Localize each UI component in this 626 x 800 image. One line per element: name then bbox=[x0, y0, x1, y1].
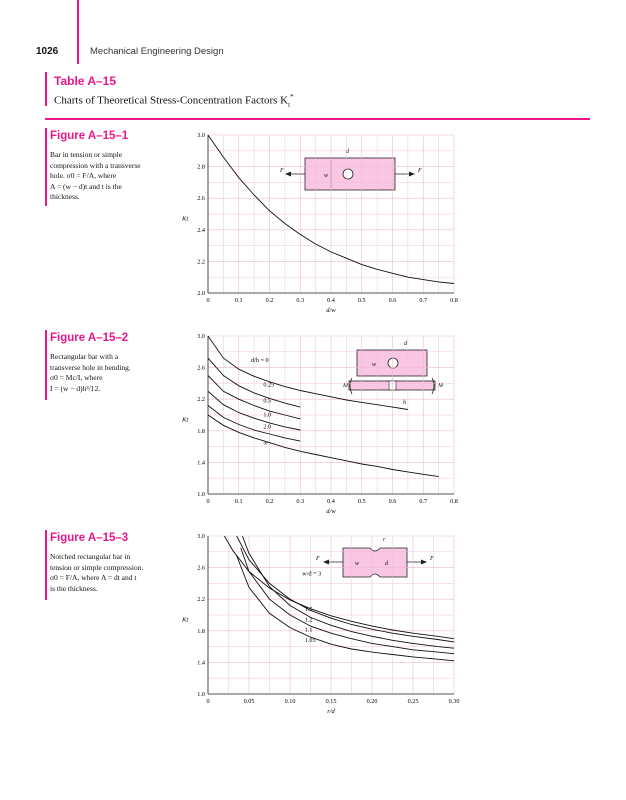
y-axis-label: Kt bbox=[182, 616, 189, 624]
x-tick-label: 0.6 bbox=[388, 297, 397, 304]
fig2-label-M-right: M bbox=[438, 383, 443, 389]
fig2-desc-line: transverse hole in bending. bbox=[50, 362, 131, 372]
x-tick-label: 0 bbox=[206, 498, 210, 505]
x-tick-label: 0.4 bbox=[327, 498, 335, 505]
fig3-desc-line: is the thickness. bbox=[50, 583, 98, 593]
fig3-label-d: d bbox=[385, 561, 388, 567]
series-label: w/d = 3 bbox=[302, 570, 322, 578]
x-axis-label: d/w bbox=[326, 508, 336, 515]
fig2-desc-line: σ0 = Mc/I, where bbox=[50, 373, 103, 382]
fig3-desc-line: σ0 = F/A, where A = dt and t bbox=[50, 573, 137, 582]
fig2-diagram bbox=[342, 341, 444, 406]
y-tick-label: 3.0 bbox=[197, 132, 205, 139]
fig3-label-F-right: F bbox=[430, 556, 434, 562]
x-tick-label: 0.1 bbox=[234, 297, 243, 304]
x-tick-label: 0.30 bbox=[448, 698, 460, 705]
y-tick-label: 2.0 bbox=[197, 290, 205, 297]
y-tick-label: 3.0 bbox=[197, 533, 205, 540]
fig2-label-d: d bbox=[404, 341, 407, 347]
book-title: Mechanical Engineering Design bbox=[90, 46, 224, 57]
y-tick-label: 2.2 bbox=[197, 596, 205, 604]
series-label: 1.05 bbox=[304, 636, 316, 644]
fig2-label-h: h bbox=[403, 400, 406, 406]
x-tick-label: 0.2 bbox=[265, 297, 274, 304]
x-axis-label: r/d bbox=[327, 708, 335, 715]
series-label: 0.5 bbox=[263, 397, 272, 405]
x-tick-label: 0.7 bbox=[419, 498, 428, 505]
table-title-sup: * bbox=[290, 93, 294, 101]
y-tick-label: 1.4 bbox=[197, 459, 205, 467]
x-tick-label: 0.3 bbox=[296, 498, 305, 505]
fig3-desc-line: Notched rectangular bar in bbox=[50, 552, 131, 561]
series-label: 1.5 bbox=[304, 606, 313, 614]
x-tick-label: 0.5 bbox=[357, 297, 366, 304]
fig3-desc-line: tension or simple compression. bbox=[50, 562, 144, 572]
fig2-desc-line: Rectangular bar with a bbox=[50, 352, 119, 361]
fig1-label-w: w bbox=[324, 173, 329, 179]
fig3-arrowhead-left bbox=[323, 560, 329, 565]
y-tick-label: 2.6 bbox=[197, 564, 205, 572]
series-line bbox=[224, 536, 454, 639]
fig2-hole bbox=[388, 358, 398, 368]
fig1-arrowhead-right bbox=[409, 172, 415, 177]
fig2-label-w: w bbox=[372, 362, 377, 368]
x-tick-label: 0.6 bbox=[388, 498, 397, 505]
x-tick-label: 0.15 bbox=[325, 698, 337, 705]
y-tick-label: 1.8 bbox=[197, 427, 205, 435]
table-title-text: Charts of Theoretical Stress-Concentration Factors K bbox=[54, 94, 289, 107]
y-tick-label: 2.6 bbox=[197, 195, 205, 203]
x-tick-label: 0.8 bbox=[450, 297, 458, 304]
fig2-label-M-left: M bbox=[343, 383, 348, 389]
x-tick-label: 0.2 bbox=[265, 498, 274, 505]
series-label: d/h = 0 bbox=[251, 357, 269, 365]
y-tick-label: 2.4 bbox=[197, 226, 205, 234]
fig3-diagram bbox=[315, 537, 434, 577]
x-tick-label: 0.25 bbox=[407, 698, 419, 705]
fig1-hole bbox=[343, 169, 353, 179]
series-label: 1.0 bbox=[263, 411, 272, 419]
x-tick-label: 0.10 bbox=[284, 698, 296, 705]
y-tick-label: 1.0 bbox=[197, 691, 205, 698]
y-tick-label: 1.0 bbox=[197, 491, 205, 498]
y-tick-label: 1.8 bbox=[197, 627, 205, 635]
fig1-label-F-right: F bbox=[418, 168, 422, 174]
x-tick-label: 0 bbox=[206, 698, 210, 705]
x-tick-label: 0.3 bbox=[296, 297, 305, 304]
series-line bbox=[208, 415, 439, 477]
fig3-label-F-left: F bbox=[316, 556, 320, 562]
y-tick-label: 2.2 bbox=[197, 396, 205, 404]
fig1-desc-line: compression with a transverse bbox=[50, 160, 141, 170]
y-axis-label: Kt bbox=[182, 215, 189, 223]
y-tick-label: 3.0 bbox=[197, 333, 205, 340]
fig1-desc-line: Bar in tension or simple bbox=[50, 150, 123, 159]
fig1-desc-line: hole. σ0 = F/A, where bbox=[50, 171, 117, 180]
table-title-sub: t bbox=[288, 100, 291, 109]
y-tick-label: 1.4 bbox=[197, 659, 205, 667]
y-tick-label: 2.2 bbox=[197, 258, 205, 266]
fig1-desc-line: thickness. bbox=[50, 192, 80, 201]
x-tick-label: 0.5 bbox=[357, 498, 366, 505]
x-tick-label: 0.7 bbox=[419, 297, 428, 304]
fig1-desc-line: A = (w − d)t and t is the bbox=[50, 181, 122, 191]
fig3-label-r: r bbox=[383, 537, 386, 543]
x-tick-label: 0.05 bbox=[243, 698, 255, 705]
series-label: 0.25 bbox=[263, 381, 275, 389]
x-axis-label: d/w bbox=[326, 307, 336, 314]
fig1-label-F-left: F bbox=[280, 168, 284, 174]
x-tick-label: 0.8 bbox=[450, 498, 458, 505]
x-tick-label: 0.20 bbox=[366, 698, 378, 705]
fig1-label-d: d bbox=[346, 149, 349, 155]
fig2-desc-line: I = (w − d)h³/12. bbox=[50, 383, 101, 393]
x-tick-label: 0 bbox=[206, 297, 210, 304]
y-tick-label: 2.6 bbox=[197, 364, 205, 372]
table-label: Table A–15 bbox=[54, 74, 117, 88]
x-tick-label: 0.1 bbox=[234, 498, 243, 505]
x-tick-label: 0.4 bbox=[327, 297, 335, 304]
series-label: 2.0 bbox=[263, 423, 272, 431]
page-number: 1026 bbox=[36, 46, 59, 57]
fig1-arrowhead-left bbox=[285, 172, 291, 177]
fig3-title: Figure A–15–3 bbox=[50, 532, 129, 544]
series-label: 1.2 bbox=[304, 616, 313, 624]
fig3-label-w: w bbox=[355, 561, 360, 567]
fig1-title: Figure A–15–1 bbox=[50, 130, 129, 142]
y-tick-label: 2.8 bbox=[197, 163, 205, 171]
fig3-arrowhead-right bbox=[421, 560, 427, 565]
fig3-bar bbox=[343, 548, 407, 577]
series-label: ∞ bbox=[263, 440, 268, 448]
fig2-title: Figure A–15–2 bbox=[50, 332, 129, 344]
chart-3 bbox=[181, 533, 459, 715]
y-axis-label: Kt bbox=[182, 416, 189, 424]
series-label: 1.1 bbox=[304, 626, 313, 634]
